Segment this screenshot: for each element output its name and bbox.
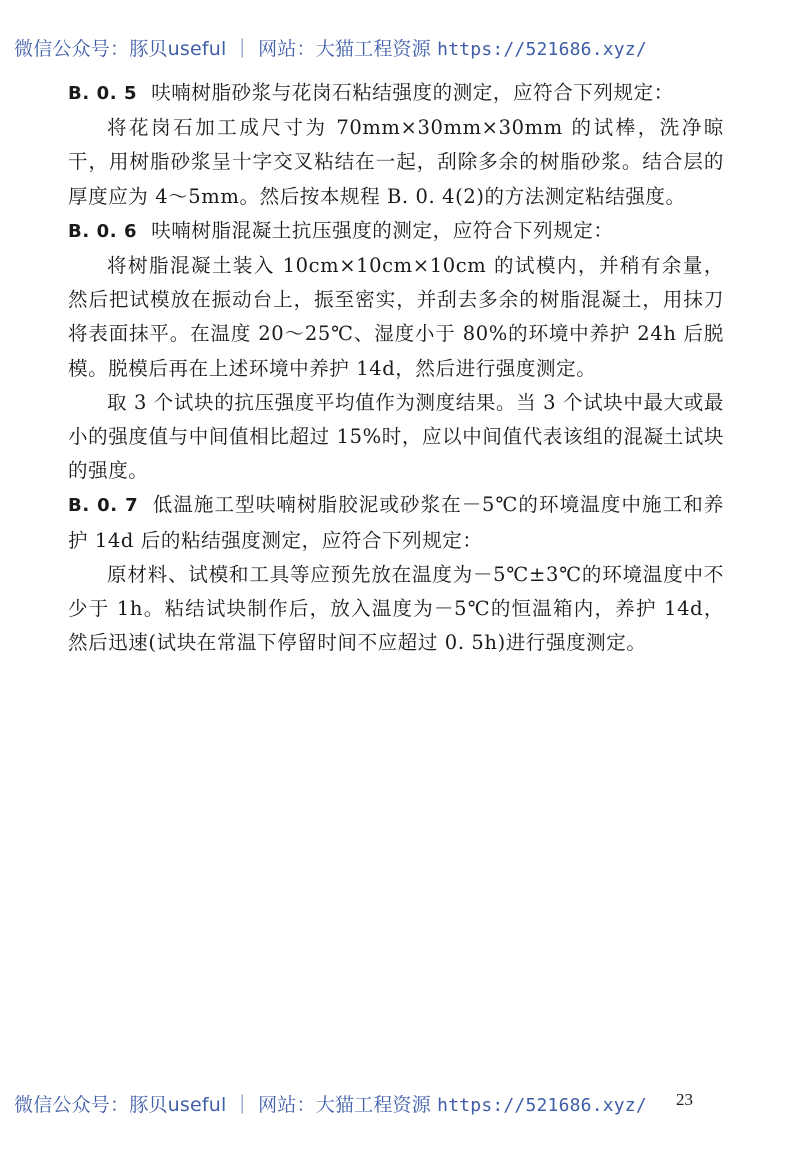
- clause-heading: [68, 488, 724, 557]
- clause-title: 呋喃树脂混凝土抗压强度的测定，应符合下列规定：: [151, 218, 614, 242]
- clause-number: B. 0. 7: [68, 495, 139, 517]
- watermark-bottom: [14, 1090, 794, 1117]
- clause-paragraph: 原材料、试模和工具等应预先放在温度为－5℃±3℃的环境温度中不少于 1h。粘结试块制作后，放入温度为－5℃的恒温箱内，养护 14d，然后迅速(试块在常温下停留时间不应超过 0. 5h)进行强度测定。: [68, 562, 724, 655]
- clause-paragraph: 将树脂混凝土装入 10cm×10cm×10cm 的试模内，并稍有余量，然后把试模放在振动台上，振至密实，并刮去多余的树脂混凝土，用抹刀将表面抹平。在温度 20～25℃、湿度小于 80%的环境中养护 24h 后脱模。脱模后再在上述环境中养护 14d，然后进行强度测定。: [68, 254, 724, 380]
- clause-heading: [68, 76, 724, 111]
- clause-paragraph: 将花岗石加工成尺寸为 70mm×30mm×30mm 的试棒，洗净晾干，用树脂砂浆呈十字交叉粘结在一起，刮除多余的树脂砂浆。结合层的厚度应为 4～5mm。然后按本规程 B. 0. 4(2)的方法测定粘结强度。: [68, 116, 724, 208]
- clause-title: 低温施工型呋喃树脂胶泥或砂浆在－5℃的环境温度中施工和养护 14d 后的粘结强度测定，应符合下列规定：: [68, 493, 724, 552]
- watermark-top: [14, 34, 794, 61]
- clause-title: 呋喃树脂砂浆与花岗石粘结强度的测定，应符合下列规定：: [151, 81, 674, 104]
- page-number: 23: [676, 1090, 693, 1109]
- clause-paragraph: 取 3 个试块的抗压强度平均值作为测度结果。当 3 个试块中最大或最小的强度值与中间值相比超过 15%时，应以中间值代表该组的混凝土试块的强度。: [68, 390, 724, 483]
- clause-number: B. 0. 6: [68, 220, 138, 242]
- document-body: [68, 76, 724, 660]
- watermark-url: https://521686.xyz/: [437, 39, 647, 60]
- clause-heading: [68, 214, 724, 249]
- watermark-text: 微信公众号：豚贝useful ｜ 网站：大猫工程资源: [14, 1094, 438, 1116]
- clause-number: B. 0. 5: [68, 83, 138, 104]
- watermark-text: 微信公众号：豚贝useful ｜ 网站：大猫工程资源: [14, 38, 438, 60]
- watermark-url: https://521686.xyz/: [437, 1095, 647, 1116]
